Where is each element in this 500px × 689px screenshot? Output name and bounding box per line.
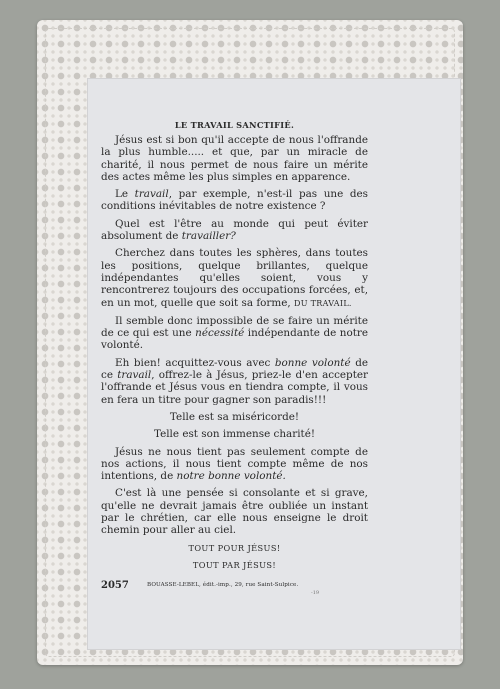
card-number: 2057 <box>101 580 129 591</box>
paragraph-2: Le travail, par exemple, n'est-il pas une des conditions inévitables de notre existence ? <box>101 188 368 213</box>
devotional-text <box>101 120 368 576</box>
paragraph-6: Eh bien! acquittez-vous avec bonne volonté de ce travail, offrez-le à Jésus, priez-le d'en accepter l'offrande et Jésus vous en tiendra compte, il vous en fera un titre pour gagner son paradis!!! <box>101 356 368 406</box>
paragraph-7: Jésus ne nous tient pas seulement compte de nos actions, il nous tient compte même de nos intentions, de notre bonne volonté. <box>101 445 368 483</box>
centered-line-2: Telle est son immense charité! <box>153 428 316 441</box>
paragraph-1: Jésus est si bon qu'il accepte de nous l'offrande la plus humble..... et que, par un miracle de charité, il nous permet de nous faire un mérite des actes même les plus simples en apparence. <box>101 134 368 183</box>
paragraph-3: Quel est l'être au monde qui peut éviter absolument de travailler? <box>101 217 368 243</box>
closing-line-1: TOUT POUR JÉSUS! <box>188 542 281 553</box>
page-mark: -19 <box>311 590 320 596</box>
publisher-imprint: BOUASSE-LEBEL, édit.-imp., 29, rue Saint-Sulpice. <box>147 582 299 588</box>
paragraph-4: Cherchez dans toutes les sphères, dans toutes les positions, quelque brillantes, quelque indépendantes qu'elles soient, vous y rencontrerez toujours des occupations forcées, et, en un mot, quelle que soit sa forme, DU TRAVAIL. <box>101 247 368 309</box>
closing-line-2: TOUT PAR JÉSUS! <box>192 559 277 570</box>
paragraph-8: C'est là une pensée si consolante et si grave, qu'elle ne devrait jamais être oubliée un instant par le chrétien, car elle nous enseigne le droit chemin pour aller au ciel. <box>101 487 368 537</box>
card-footer <box>101 580 368 594</box>
paragraph-5: Il semble donc impossible de se faire un mérite de ce qui est une nécessité indépendante de notre volonté. <box>101 314 369 352</box>
centered-line-1: Telle est sa miséricorde! <box>169 410 300 423</box>
page-title: LE TRAVAIL SANCTIFIÉ. <box>174 120 295 130</box>
